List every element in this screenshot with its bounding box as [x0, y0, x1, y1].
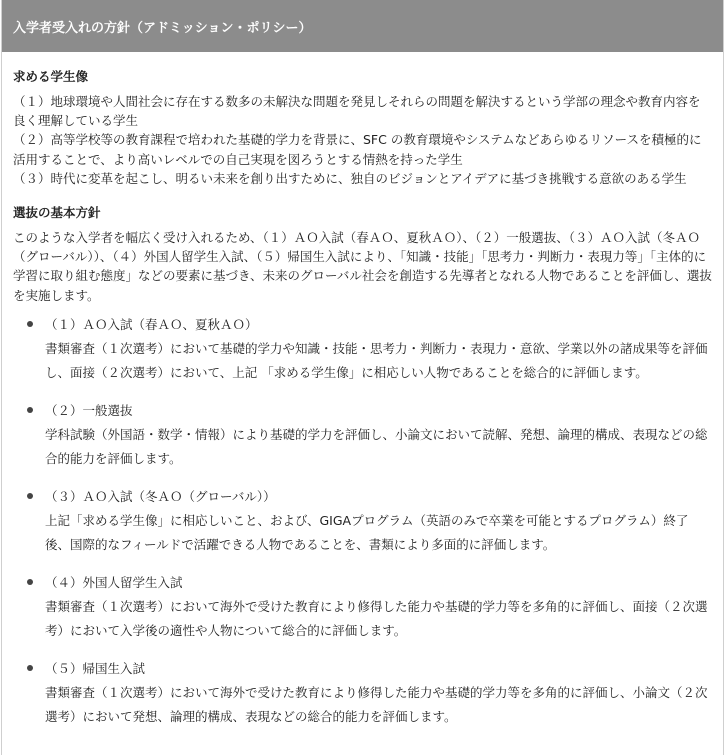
- selection-methods-list: [13, 315, 712, 729]
- bullet-icon: [27, 407, 33, 413]
- panel-content: [2, 68, 723, 729]
- bullet-icon: [27, 321, 33, 327]
- admission-policy-panel: [1, 0, 724, 755]
- selection-method-item: [13, 401, 712, 471]
- selection-method-desc: 上記「求める学生像」に相応しいこと、および、GIGAプログラム（英語のみで卒業を可能とするプログラム）終了後、国際的なフィールドで活躍できる人物であることを、書類により多面的に評価します。: [45, 512, 689, 552]
- desired-student-item: （３）時代に変革を起こし、明るい未来を創り出すために、独自のビジョンとアイデアに基づき挑戦する意欲のある学生: [13, 170, 687, 186]
- selection-method-desc: 書類審査（１次選考）において基礎的学力や知識・技能・思考力・判断力・表現力・意欲、学業以外の諸成果等を評価し、面接（２次選考）において、上記 「求める学生像」に相応しい人物であることを総合的に評価します。: [45, 340, 708, 380]
- selection-method-item: [13, 315, 712, 385]
- selection-method-title: （５）帰国生入試: [45, 660, 146, 676]
- selection-method-item: [13, 573, 712, 643]
- bullet-icon: [27, 579, 33, 585]
- desired-student-item: （２）高等学校等の教育課程で培われた基礎的学力を背景に、SFC の教育環境やシステムなどあらゆるリソースを積極的に活用することで、より高いレベルでの自己実現を図ろうとする情熱を持った学生: [13, 132, 702, 167]
- selection-method-title: （１）ＡＯ入試（春ＡＯ、夏秋ＡＯ）: [45, 316, 258, 332]
- selection-method-title: （２）一般選抜: [45, 402, 133, 418]
- selection-method-title: （４）外国人留学生入試: [45, 574, 183, 590]
- selection-method-desc: 学科試験（外国語・数学・情報）により基礎的学力を評価し、小論文において読解、発想、論理的構成、表現などの総合的能力を評価します。: [45, 426, 708, 466]
- bullet-icon: [27, 493, 33, 499]
- selection-method-desc: 書類審査（１次選考）において海外で受けた教育により修得した能力や基礎的学力等を多角的に評価し、面接（２次選考）において入学後の適性や人物について総合的に評価します。: [45, 598, 708, 638]
- selection-method-title: （３）ＡＯ入試（冬ＡＯ（グローバル））: [45, 488, 276, 504]
- desired-students-heading: 求める学生像: [13, 69, 89, 84]
- selection-method-item: [13, 659, 712, 729]
- basic-policy-heading: 選抜の基本方針: [13, 205, 101, 221]
- selection-method-item: [13, 487, 712, 557]
- basic-policy-intro: このような入学者を幅広く受け入れるため、（１）ＡＯ入試（春ＡＯ、夏秋ＡＯ）、（２）一般選抜、（３）ＡＯ入試（冬ＡＯ（グローバル））、（４）外国人留学生入試、（５）帰国生入試により、「知識・技能」「思考力・判断力・表現力等」「主体的に学習に取り組む態度」などの要素に基づき、未来のグローバル社会を創造する先導者となれる人物であることを評価し、選抜を実施します。: [13, 230, 712, 303]
- panel-header: [2, 0, 723, 52]
- panel-title: 入学者受入れの方針（アドミッション・ポリシー）: [13, 21, 312, 36]
- selection-method-desc: 書類審査（１次選考）において海外で受けた教育により修得した能力や基礎的学力等を多角的に評価し、小論文（２次選考）において発想、論理的構成、表現などの総合的能力を評価します。: [45, 684, 708, 724]
- bullet-icon: [27, 665, 33, 671]
- desired-student-item: （１）地球環境や人間社会に存在する数多の未解決な問題を発見しそれらの問題を解決するという学部の理念や教育内容を良く理解している学生: [13, 94, 701, 129]
- desired-students-list: [13, 92, 712, 188]
